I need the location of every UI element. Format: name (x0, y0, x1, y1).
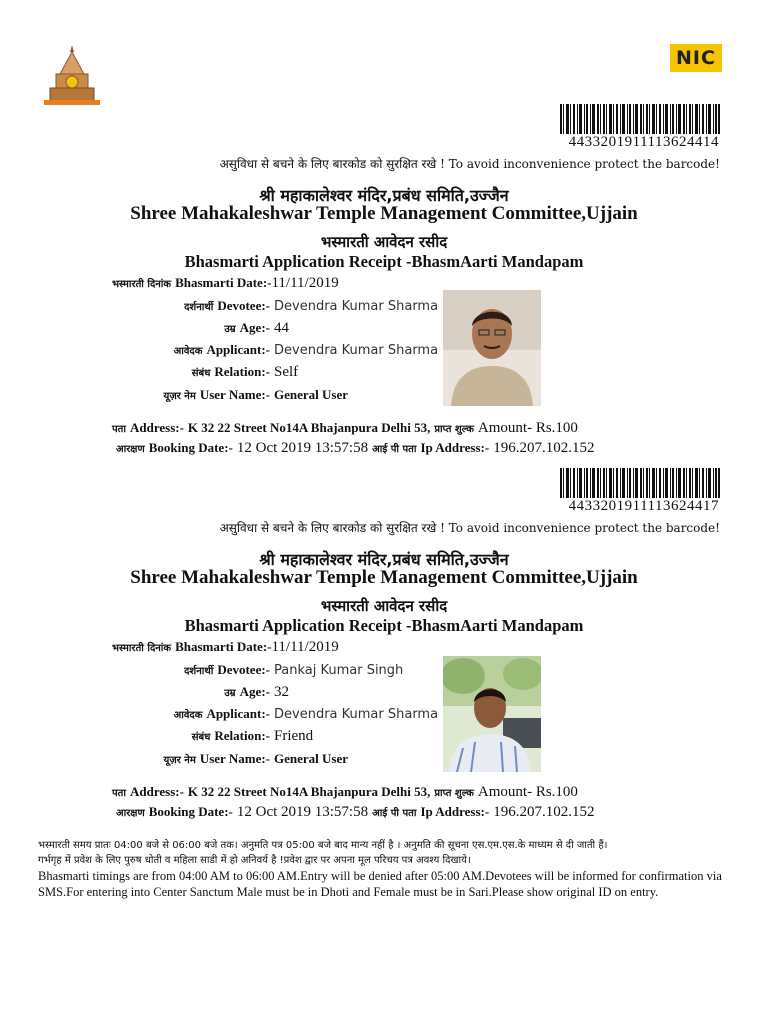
booking-label: Booking Date:- (148, 804, 233, 819)
address-label: Address:- (129, 420, 184, 435)
date-label: Bhasmarti Date:- (175, 639, 272, 654)
username-label: User Name:- (199, 387, 270, 402)
applicant-label: Applicant:- (206, 342, 270, 357)
booking-label-hindi: आरक्षण (116, 808, 145, 819)
footer-note-hindi-2: गर्भगृह में प्रवेश के लिए पुरुष धोती व महिला साडी में हो अनिवर्य है !प्रवेश द्वार पर अपना मूल परिचय पत्र अवश्य दिखाये। (38, 855, 471, 866)
devotee-label-hindi: दर्शनार्थी (184, 666, 214, 677)
receipt-title: Bhasmarti Application Receipt -BhasmAarti Mandapam (184, 252, 584, 271)
age-row (70, 683, 289, 701)
relation-value: Self (274, 364, 299, 380)
ip-label: Ip Address:- (420, 440, 490, 455)
ip-value: 196.207.102.152 (493, 804, 595, 820)
devotee-value: Devendra Kumar Sharma (274, 299, 439, 314)
booking-row (116, 439, 594, 457)
ip-label-hindi: आई पी पता (372, 444, 417, 455)
barcode-note: असुविधा से बचने के लिए बारकोड को सुरक्षित रखे ! To avoid inconvenience protect the barcode! (219, 157, 720, 171)
barcode-number: 4433201911113624417 (568, 498, 719, 514)
devotee-label: Devotee:- (217, 298, 270, 313)
username-value: General User (274, 387, 349, 402)
nic-logo: NIC (670, 44, 722, 72)
date-label: Bhasmarti Date:- (175, 275, 272, 290)
address-row (112, 419, 578, 437)
devotee-row (70, 661, 403, 679)
receipt-title-hindi: भस्मारती आवेदन रसीद (320, 597, 448, 615)
bhasmarti-date-row (112, 638, 339, 656)
amount-label-hindi: प्राप्त शुल्क (434, 424, 474, 435)
temple-title-hindi: श्री महाकालेश्वर मंदिर,प्रबंध समिति,उज्जैन (259, 186, 509, 205)
receipt-2 (0, 468, 768, 834)
devotee-label-hindi: दर्शनार्थी (184, 302, 214, 313)
ip-label: Ip Address:- (420, 804, 490, 819)
age-value: 32 (274, 684, 289, 700)
age-value: 44 (274, 320, 289, 336)
address-value: K 32 22 Street No14A Bhajanpura Delhi 53, (187, 420, 431, 435)
temple-logo-icon (44, 44, 100, 106)
applicant-row (70, 341, 438, 359)
address-value: K 32 22 Street No14A Bhajanpura Delhi 53, (187, 784, 431, 799)
amount-value: Amount- Rs.100 (477, 420, 578, 436)
devotee-label: Devotee:- (217, 662, 270, 677)
bhasmarti-date-row (112, 274, 339, 292)
relation-label: Relation:- (214, 728, 270, 743)
address-label-hindi: पता (112, 788, 126, 799)
relation-value: Friend (274, 728, 314, 744)
username-label-hindi: यूज़र नेम (163, 391, 196, 402)
booking-label: Booking Date:- (148, 440, 233, 455)
relation-label-hindi: संबंध (191, 732, 211, 743)
booking-value: 12 Oct 2019 13:57:58 (236, 440, 369, 456)
booking-row (116, 803, 594, 821)
username-label-hindi: यूज़र नेम (163, 755, 196, 766)
barcode (560, 104, 720, 134)
booking-label-hindi: आरक्षण (116, 444, 145, 455)
relation-label-hindi: संबंध (191, 368, 211, 379)
age-label: Age:- (239, 320, 270, 335)
ip-label-hindi: आई पी पता (372, 808, 417, 819)
date-value: 11/11/2019 (271, 275, 339, 291)
age-row (70, 319, 289, 337)
applicant-value: Devendra Kumar Sharma (274, 343, 439, 358)
date-label-hindi: भस्मारती दिनांक (112, 279, 172, 290)
applicant-row (70, 705, 438, 723)
temple-title: Shree Mahakaleshwar Temple Management Committee,Ujjain (130, 567, 638, 588)
footer-note-english: Bhasmarti timings are from 04:00 AM to 06:00 AM.Entry will be denied after 05:00 AM.Devotees will be informed for confirmation via SMS.For entering into Center Sanctum Male must be in Dhoti and Female must be in Sari.Please show original ID on entry. (38, 869, 722, 899)
applicant-value: Devendra Kumar Sharma (274, 707, 439, 722)
footer-notes (38, 838, 728, 900)
relation-label: Relation:- (214, 364, 270, 379)
amount-value: Amount- Rs.100 (477, 784, 578, 800)
devotee-row (70, 297, 438, 315)
amount-label-hindi: प्राप्त शुल्क (434, 788, 474, 799)
barcode-note: असुविधा से बचने के लिए बारकोड को सुरक्षित रखे ! To avoid inconvenience protect the barcode! (219, 521, 720, 535)
devotee-value: Pankaj Kumar Singh (274, 663, 404, 678)
applicant-label-hindi: आवेदक (173, 346, 203, 357)
temple-title: Shree Mahakaleshwar Temple Management Committee,Ujjain (130, 203, 638, 224)
username-row (70, 386, 348, 404)
age-label-hindi: उम्र (224, 324, 236, 335)
age-label: Age:- (239, 684, 270, 699)
barcode (560, 468, 720, 498)
date-value: 11/11/2019 (271, 639, 339, 655)
devotee-photo (443, 656, 541, 772)
address-label: Address:- (129, 784, 184, 799)
receipt-title-hindi: भस्मारती आवेदन रसीद (320, 233, 448, 251)
booking-value: 12 Oct 2019 13:57:58 (236, 804, 369, 820)
applicant-label-hindi: आवेदक (173, 710, 203, 721)
username-value: General User (274, 751, 349, 766)
relation-row (70, 363, 298, 381)
receipt-title: Bhasmarti Application Receipt -BhasmAarti Mandapam (184, 616, 584, 635)
username-row (70, 750, 348, 768)
applicant-label: Applicant:- (206, 706, 270, 721)
barcode-number: 4433201911113624414 (568, 134, 719, 150)
devotee-photo (443, 290, 541, 406)
ip-value: 196.207.102.152 (493, 440, 595, 456)
address-row (112, 783, 578, 801)
address-label-hindi: पता (112, 424, 126, 435)
temple-title-hindi: श्री महाकालेश्वर मंदिर,प्रबंध समिति,उज्जैन (259, 550, 509, 569)
date-label-hindi: भस्मारती दिनांक (112, 643, 172, 654)
username-label: User Name:- (199, 751, 270, 766)
receipt-1 (0, 104, 768, 470)
age-label-hindi: उम्र (224, 688, 236, 699)
footer-note-hindi-1: भस्मारती समय प्रातः 04:00 बजे से 06:00 बजे तक। अनुमति पत्र 05:00 बजे बाद मान्य नहीं है । अनुमति की सूचना एस.एम.एस.के माध्यम से दी जाती हैं। (38, 840, 608, 851)
relation-row (70, 727, 313, 745)
